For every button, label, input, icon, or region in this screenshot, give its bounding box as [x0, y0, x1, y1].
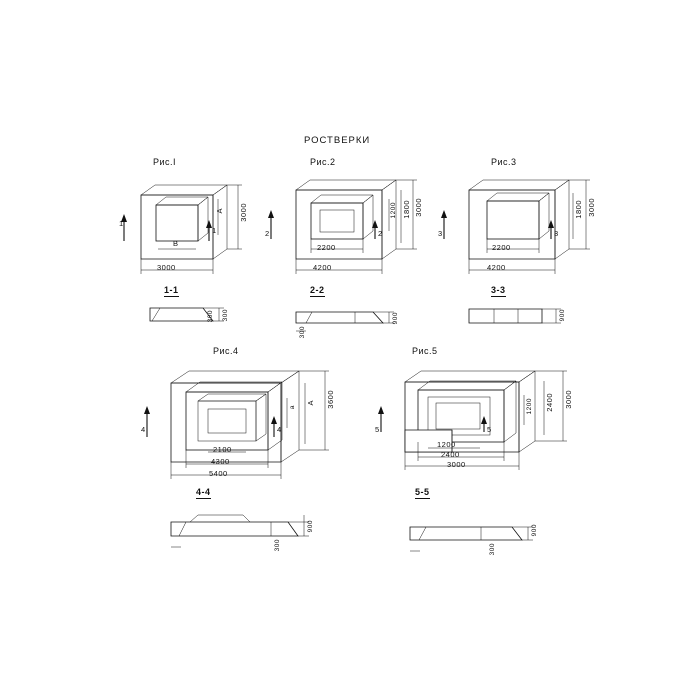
- section-label-5-5-text: 5-5: [415, 487, 430, 497]
- fig2-dim-height-mid: 1200: [390, 202, 397, 219]
- fig4-dim-height: 3600: [326, 390, 335, 409]
- fig5-dim-width: 3000: [447, 460, 466, 469]
- fig4-plan: [144, 371, 329, 479]
- fig1-dim-height: 3000: [239, 203, 248, 222]
- section-label-4-4-text: 4-4: [196, 487, 211, 497]
- figure-caption-4: Рис.4: [213, 346, 239, 356]
- fig4-dim-width-inner: 2100: [213, 445, 232, 454]
- fig3-dim-height-inner: 1800: [574, 200, 583, 219]
- fig4-section: [171, 515, 309, 547]
- fig5-section: [410, 527, 533, 551]
- figure-caption-1: Рис.I: [153, 157, 177, 167]
- fig1-plan: [121, 185, 242, 274]
- fig5-dim-height: 3000: [564, 390, 573, 409]
- fig2-dim-width-inner: 2200: [317, 243, 336, 252]
- fig3-dim-width-inner: 2200: [492, 243, 511, 252]
- figure-caption-5: Рис.5: [412, 346, 438, 356]
- fig2-dim-width: 4200: [313, 263, 332, 272]
- fig5-dim-width-inner: 1200: [437, 440, 456, 449]
- fig4-dim-inner-a-small: a: [289, 405, 296, 410]
- fig2-sec-depth-left: 300: [299, 326, 306, 339]
- fig1-sec-depth-right: 300: [222, 309, 229, 322]
- fig5-dim-width-mid: 2400: [441, 450, 460, 459]
- fig5-section-marker: 5: [375, 425, 380, 434]
- fig4-dim-inner-a: A: [306, 400, 315, 406]
- fig4-dim-width: 5400: [209, 469, 228, 478]
- fig5-plan: [378, 371, 567, 470]
- fig1-sec-depth-left: 300: [207, 310, 214, 323]
- fig3-plan: [441, 180, 590, 274]
- fig2-section-marker-2: 2: [378, 229, 383, 238]
- fig4-section-marker-2: 4: [277, 425, 282, 434]
- figure-caption-3: Рис.3: [491, 157, 517, 167]
- fig2-dim-height-inner: 1800: [402, 200, 411, 219]
- fig1-dim-inner-b: B: [173, 239, 179, 248]
- fig5-dim-height-inner: 2400: [545, 393, 554, 412]
- fig4-sec-depth-left: 300: [274, 539, 281, 552]
- fig1-dim-inner-a: A: [215, 208, 224, 214]
- fig3-section-marker: 3: [438, 229, 443, 238]
- fig3-dim-height: 3000: [587, 198, 596, 217]
- fig2-dim-height: 3000: [414, 198, 423, 217]
- fig5-sec-depth-left: 300: [489, 543, 496, 556]
- fig4-dim-width-mid: 4300: [211, 457, 230, 466]
- fig1-section-marker-2: 1: [212, 226, 217, 235]
- fig1-section-marker: 1: [119, 219, 124, 228]
- fig2-plan: [268, 180, 417, 274]
- fig5-sec-depth-right: 900: [531, 524, 538, 537]
- fig4-sec-depth-right: 900: [307, 520, 314, 533]
- fig1-dim-width: 3000: [157, 263, 176, 272]
- fig2-sec-depth-right: 900: [392, 312, 399, 325]
- sheet-title: РОСТВЕРКИ: [304, 135, 371, 146]
- fig2-section-marker: 2: [265, 229, 270, 238]
- section-label-2-2-text: 2-2: [310, 285, 325, 295]
- fig3-section-marker-2: 3: [554, 229, 559, 238]
- fig3-sec-depth-right: 900: [559, 309, 566, 322]
- fig3-dim-width: 4200: [487, 263, 506, 272]
- figure-caption-2: Рис.2: [310, 157, 336, 167]
- fig5-section-marker-2: 5: [487, 425, 492, 434]
- section-label-1-1-text: 1-1: [164, 285, 179, 295]
- fig4-section-marker: 4: [141, 425, 146, 434]
- fig2-section: [296, 312, 394, 331]
- fig3-section: [469, 309, 561, 323]
- fig5-dim-height-mid: 1200: [526, 398, 533, 415]
- section-label-3-3-text: 3-3: [491, 285, 506, 295]
